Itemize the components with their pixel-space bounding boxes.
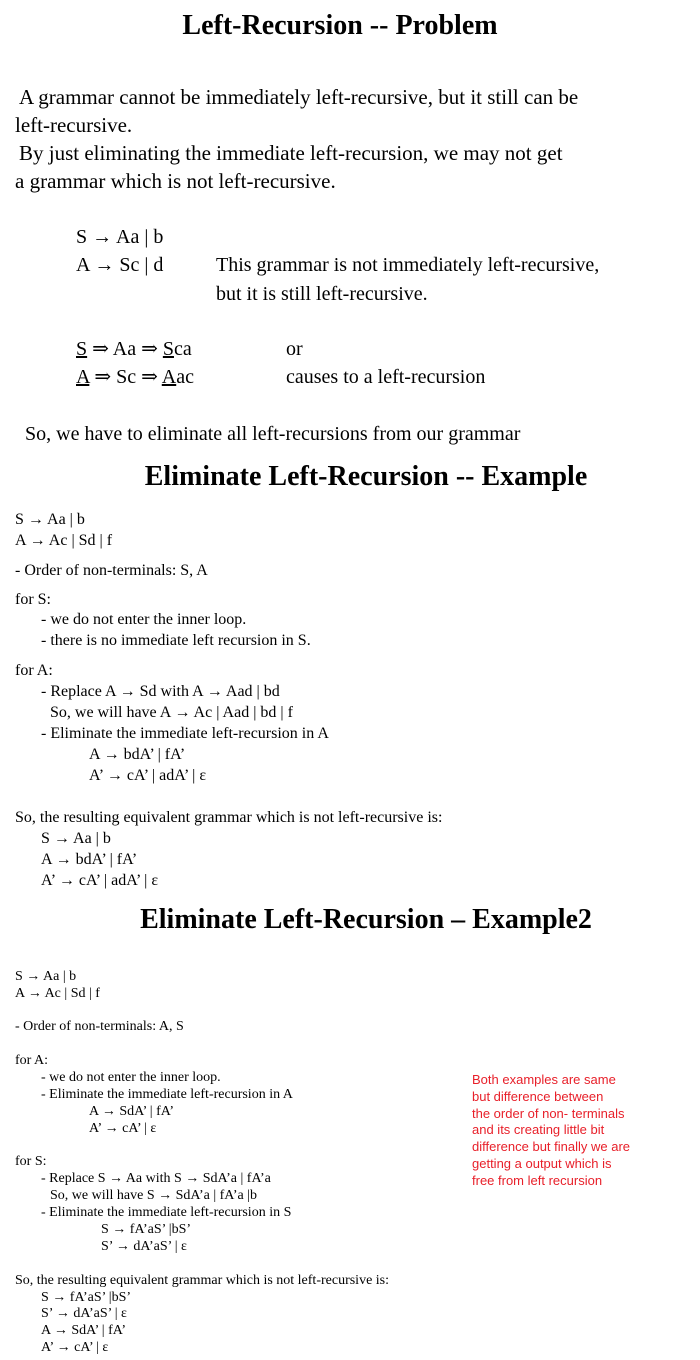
slide1-paragraph-line: left-recursive. bbox=[15, 113, 133, 137]
step-line: So, we will have S → SdA’a | fA’a |b bbox=[50, 1188, 258, 1203]
grammar-rule: A → SdA’ | fA’ bbox=[41, 1323, 126, 1338]
derivation-note: causes to a left-recursion bbox=[286, 366, 486, 388]
slide1-paragraph-line: By just eliminating the immediate left-recursion, we may not get bbox=[19, 141, 563, 165]
grammar-description: but it is still left-recursive. bbox=[216, 283, 428, 305]
step-line: - Replace A → Sd with A → Aad | bd bbox=[41, 683, 280, 700]
result-heading: So, the resulting equivalent grammar which is not left-recursive is: bbox=[15, 1273, 390, 1288]
result-heading: So, the resulting equivalent grammar which is not left-recursive is: bbox=[15, 809, 443, 826]
grammar-rule: S → fA’aS’ |bS’ bbox=[101, 1222, 192, 1237]
grammar-rule: A → Ac | Sd | f bbox=[15, 532, 113, 549]
grammar-rule: A’ → cA’ | adA’ | ε bbox=[89, 767, 207, 784]
slide2-title: Eliminate Left-Recursion -- Example bbox=[144, 461, 588, 492]
step-line: So, we will have A → Ac | Aad | bd | f bbox=[50, 704, 293, 721]
slide1-title: Left-Recursion -- Problem bbox=[182, 10, 498, 41]
step-line: - we do not enter the inner loop. bbox=[41, 1070, 221, 1085]
slide1-conclusion: So, we have to eliminate all left-recursions from our grammar bbox=[25, 423, 521, 445]
grammar-rule: A → bdA’ | fA’ bbox=[41, 851, 138, 868]
grammar-rule: S’ → dA’aS’ | ε bbox=[41, 1306, 127, 1321]
note-line: Both examples are same bbox=[472, 1072, 616, 1087]
section-label: for A: bbox=[15, 662, 53, 679]
derivation-symbol: S bbox=[76, 338, 88, 360]
note-line: but difference between bbox=[472, 1088, 604, 1104]
step-line: - Eliminate the immediate left-recursion in S bbox=[41, 1205, 292, 1220]
grammar-rule: S’ → dA’aS’ | ε bbox=[101, 1239, 187, 1254]
annotation-note bbox=[472, 1072, 662, 1190]
step-line: - Eliminate the immediate left-recursion in A bbox=[41, 1087, 293, 1102]
grammar-rule: A’ → cA’ | ε bbox=[41, 1340, 109, 1355]
grammar-rule: S → Aa | b bbox=[15, 511, 85, 528]
step-line: - Eliminate the immediate left-recursion in A bbox=[41, 725, 329, 742]
step-line: - we do not enter the inner loop. bbox=[41, 611, 247, 628]
derivation-line: A ⇒ Sc ⇒ Aac bbox=[76, 366, 194, 388]
grammar-rule: A’ → cA’ | adA’ | ε bbox=[41, 872, 159, 889]
derivation-line: S ⇒ Aa ⇒ Sca bbox=[76, 338, 192, 360]
section-label: for S: bbox=[15, 1154, 47, 1169]
grammar-rule: S → Aa | b bbox=[41, 830, 111, 847]
nonterminal-order: - Order of non-terminals: S, A bbox=[15, 562, 208, 579]
nonterminal-order: - Order of non-terminals: A, S bbox=[15, 1019, 184, 1034]
derivation-note: or bbox=[286, 338, 303, 360]
grammar-rule: A → Ac | Sd | f bbox=[15, 986, 100, 1001]
grammar-rule: S → Aa | b bbox=[76, 226, 164, 248]
grammar-rule: A’ → cA’ | ε bbox=[89, 1121, 157, 1136]
note-line: the order of non- terminals bbox=[472, 1105, 625, 1121]
grammar-rule: A → bdA’ | fA’ bbox=[89, 746, 186, 763]
step-line: - there is no immediate left recursion in S. bbox=[41, 632, 311, 649]
section-label: for A: bbox=[15, 1053, 49, 1068]
section-label: for S: bbox=[15, 591, 51, 608]
slide3-title: Eliminate Left-Recursion – Example2 bbox=[140, 904, 592, 935]
slide1-paragraph-line: a grammar which is not left-recursive. bbox=[15, 169, 336, 193]
grammar-rule: A → SdA’ | fA’ bbox=[89, 1104, 174, 1119]
grammar-rule: A → Sc | d bbox=[76, 254, 164, 276]
step-line: - Replace S → Aa with S → SdA’a | fA’a bbox=[41, 1171, 271, 1186]
note-line: free from left recursion bbox=[472, 1172, 603, 1188]
slide1-paragraph-line: A grammar cannot be immediately left-recursive, but it still can be bbox=[19, 85, 579, 109]
grammar-rule: S → fA’aS’ |bS’ bbox=[41, 1290, 132, 1305]
derivation-symbol: A bbox=[76, 366, 90, 388]
note-line: difference but finally we are bbox=[472, 1139, 631, 1155]
derivation-symbol: S bbox=[162, 338, 174, 360]
grammar-description: This grammar is not immediately left-recursive, bbox=[216, 254, 600, 276]
derivation-symbol: A bbox=[161, 366, 177, 388]
grammar-rule: S → Aa | b bbox=[15, 969, 77, 984]
note-line: getting a output which is bbox=[472, 1155, 612, 1171]
note-line: and its creating little bit bbox=[472, 1122, 605, 1138]
